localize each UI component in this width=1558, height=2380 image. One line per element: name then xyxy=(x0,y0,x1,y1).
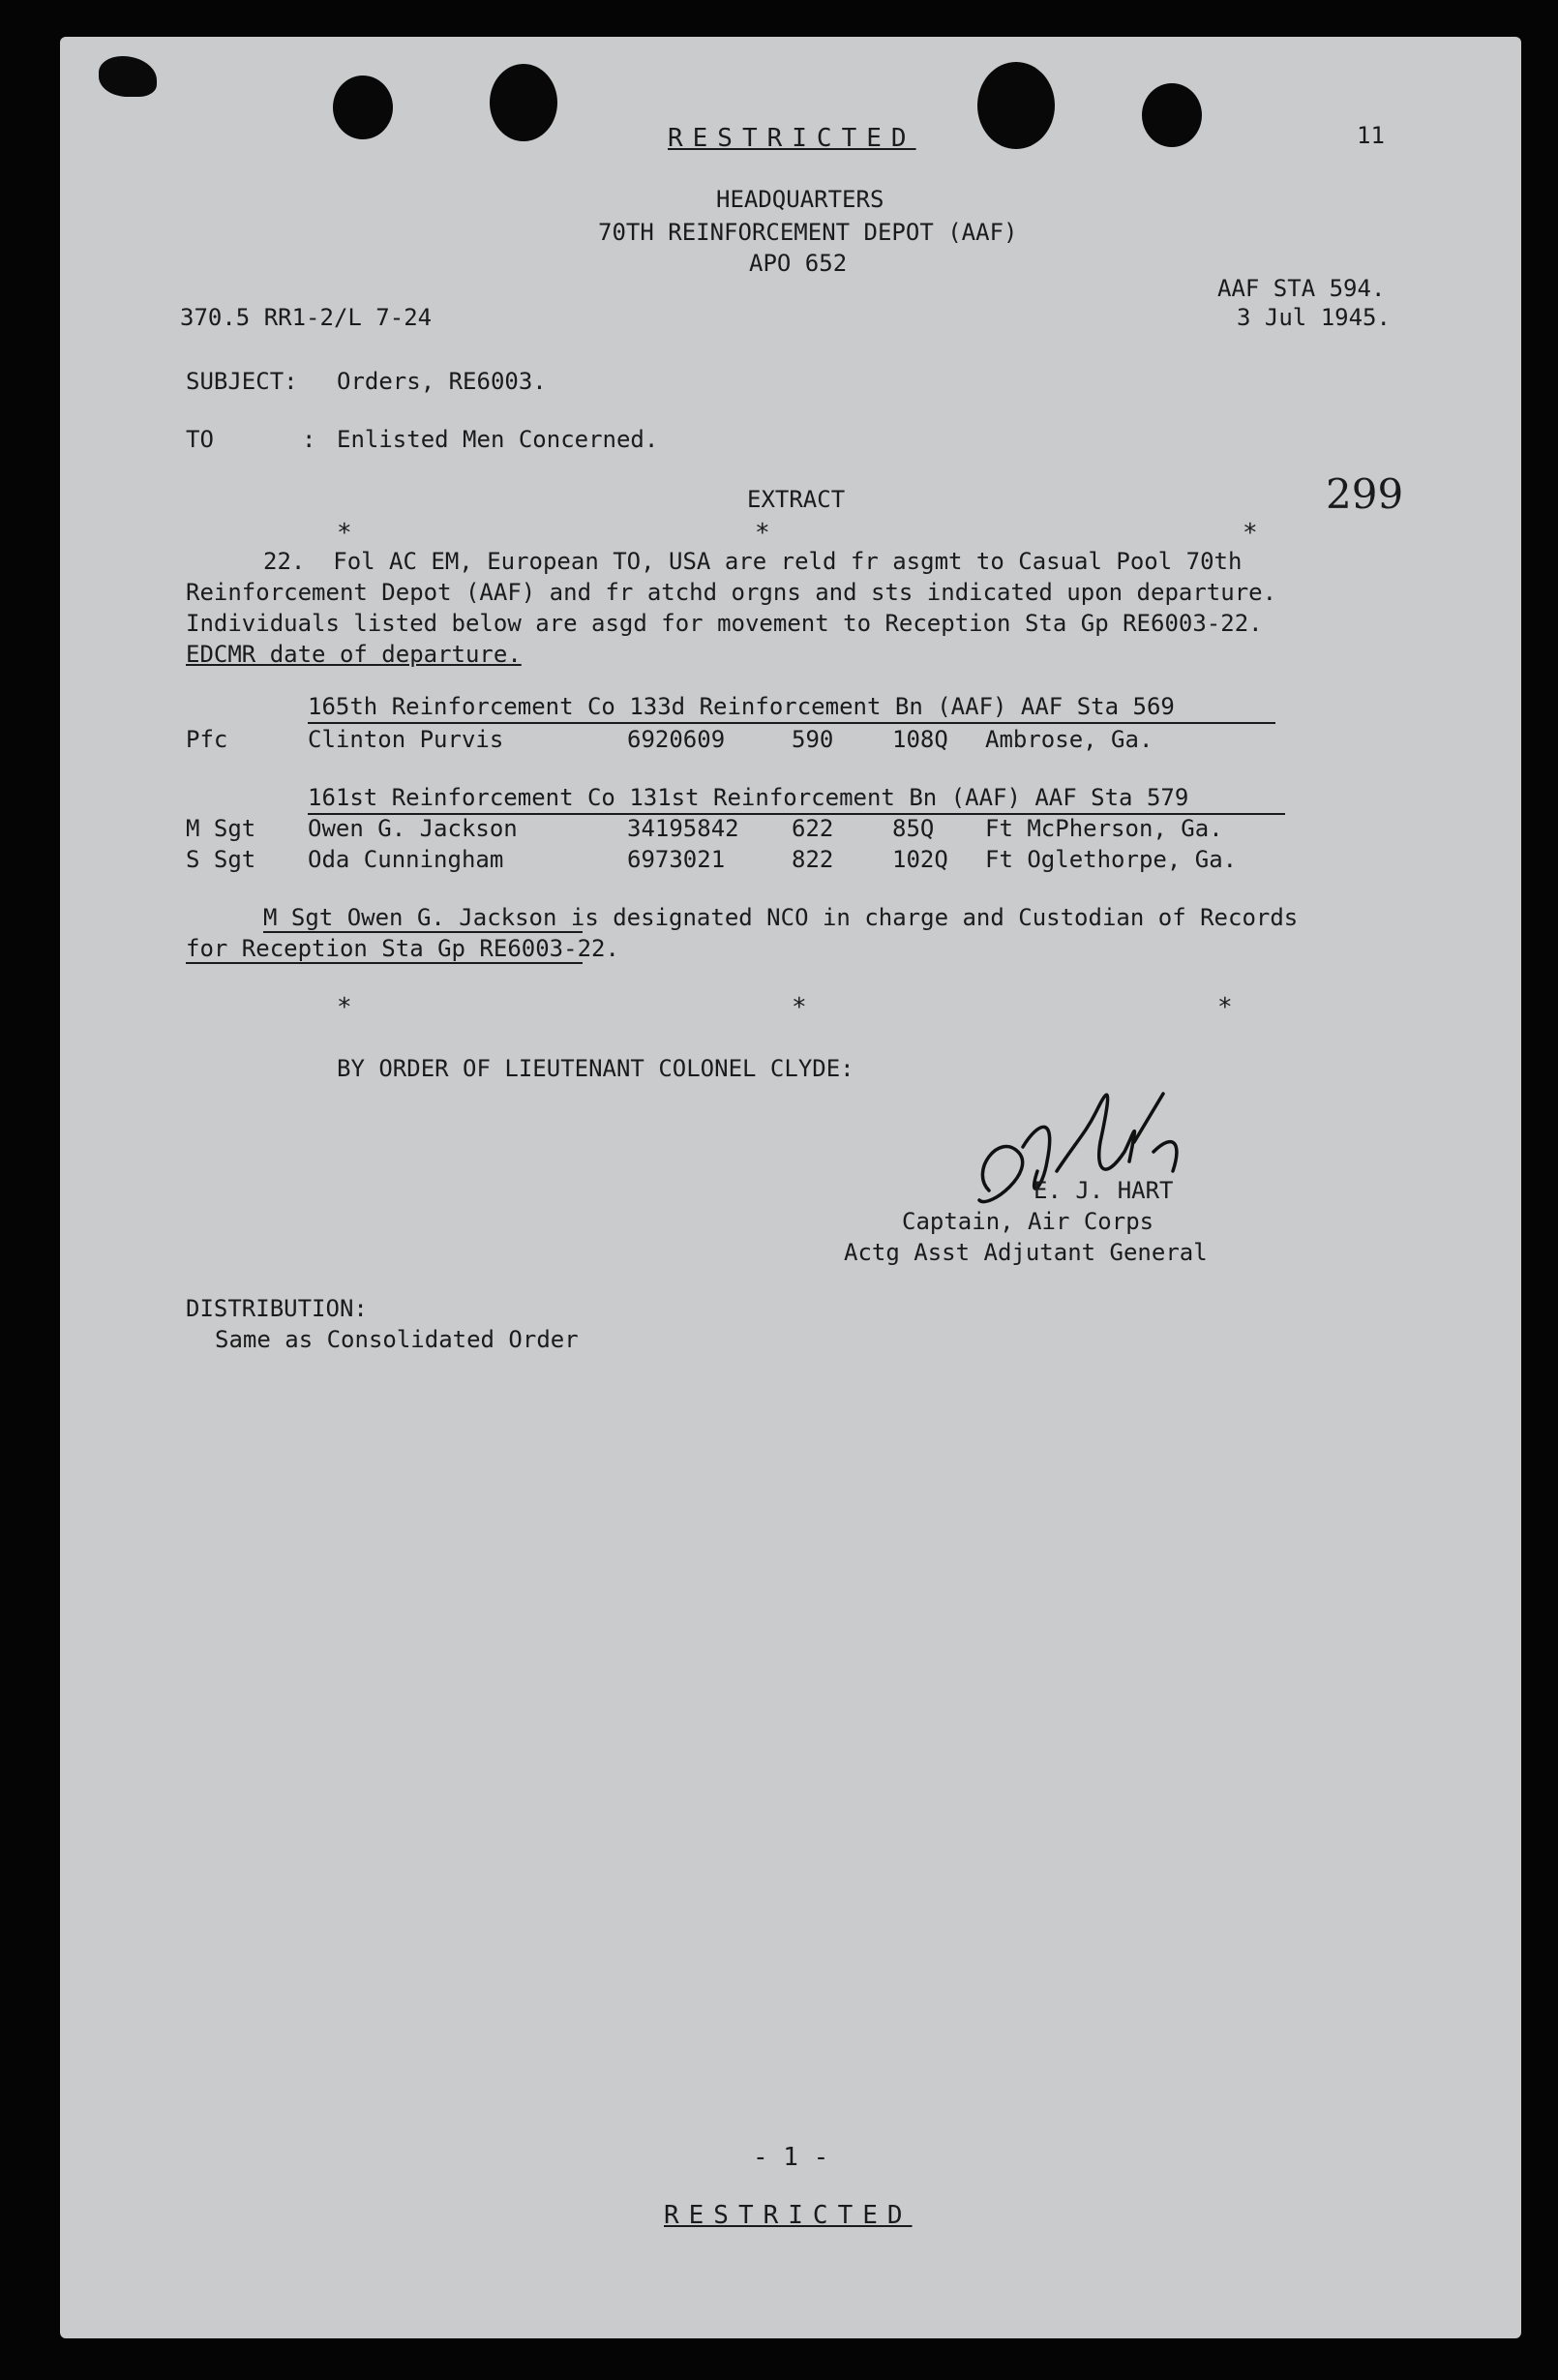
home-station: Ft Oglethorpe, Ga. xyxy=(985,846,1238,873)
to-colon: : xyxy=(302,426,316,453)
order-authority-line: BY ORDER OF LIEUTENANT COLONEL CLYDE: xyxy=(337,1055,854,1082)
home-station: Ambrose, Ga. xyxy=(985,726,1154,753)
nco-line-2: for Reception Sta Gp RE6003-22. xyxy=(186,935,619,962)
serial-number: 6973021 xyxy=(627,846,726,873)
group-heading: 165th Reinforcement Co 133d Reinforcement Bn (AAF) AAF Sta 569 xyxy=(308,693,1175,720)
distribution-label: DISTRIBUTION: xyxy=(186,1295,368,1322)
hq-line-1: HEADQUARTERS xyxy=(716,186,884,213)
separator-star: * xyxy=(792,993,807,1022)
separator-star: * xyxy=(755,519,770,548)
heading-underline xyxy=(308,722,1275,724)
name: Owen G. Jackson xyxy=(308,815,518,842)
rank: Pfc xyxy=(186,726,228,753)
distribution-value: Same as Consolidated Order xyxy=(215,1326,579,1353)
punch-hole-4 xyxy=(1142,83,1202,147)
separator-star: * xyxy=(337,993,352,1022)
paragraph-line-3: Individuals listed below are asgd for movement to Reception Sta Gp RE6003-22. xyxy=(186,610,1263,637)
restricted-top: RESTRICTED xyxy=(668,124,916,153)
punch-hole-3 xyxy=(977,62,1055,149)
rank: S Sgt xyxy=(186,846,256,873)
code: 822 xyxy=(792,846,834,873)
signer-title-2: Actg Asst Adjutant General xyxy=(844,1239,1208,1266)
name: Oda Cunningham xyxy=(308,846,504,873)
name: Clinton Purvis xyxy=(308,726,504,753)
nco-line-1: M Sgt Owen G. Jackson is designated NCO in charge and Custodian of Records xyxy=(263,904,1299,931)
group-heading: 161st Reinforcement Co 131st Reinforcement Bn (AAF) AAF Sta 579 xyxy=(308,784,1189,811)
code: 590 xyxy=(792,726,834,753)
code: 622 xyxy=(792,815,834,842)
separator-star: * xyxy=(337,519,352,548)
nco-underline xyxy=(263,931,583,933)
footer-page-number: - 1 - xyxy=(753,2143,829,2172)
separator-star: * xyxy=(1217,993,1233,1022)
extract-label: EXTRACT xyxy=(747,486,846,513)
separator-star: * xyxy=(1243,519,1258,548)
paragraph-line-1: 22. Fol AC EM, European TO, USA are reld fr asgmt to Casual Pool 70th xyxy=(263,548,1243,575)
subject-value: Orders, RE6003. xyxy=(337,368,547,395)
punch-hole-1 xyxy=(333,75,393,139)
punch-hole-2 xyxy=(490,64,557,141)
torn-corner-mark xyxy=(99,56,157,97)
file-reference: 370.5 RR1-2/L 7-24 xyxy=(180,304,433,331)
signer-title-1: Captain, Air Corps xyxy=(902,1208,1154,1235)
rank: M Sgt xyxy=(186,815,256,842)
subject-label: SUBJECT: xyxy=(186,368,298,395)
page-number: 11 xyxy=(1357,122,1385,149)
home-station: Ft McPherson, Ga. xyxy=(985,815,1223,842)
document-page xyxy=(60,37,1521,2338)
stamp-number: 299 xyxy=(1326,470,1404,518)
to-value: Enlisted Men Concerned. xyxy=(337,426,659,453)
station: AAF STA 594. xyxy=(1217,275,1386,302)
paragraph-line-2: Reinforcement Depot (AAF) and fr atchd orgns and sts indicated upon departure. xyxy=(186,579,1277,606)
hq-line-3: APO 652 xyxy=(749,250,848,277)
to-label: TO xyxy=(186,426,214,453)
points: 108Q xyxy=(892,726,948,753)
serial-number: 6920609 xyxy=(627,726,726,753)
signer-name: E. J. HART xyxy=(1034,1177,1174,1204)
serial-number: 34195842 xyxy=(627,815,739,842)
nco-underline xyxy=(186,962,583,964)
points: 102Q xyxy=(892,846,948,873)
restricted-bottom: RESTRICTED xyxy=(664,2201,913,2230)
points: 85Q xyxy=(892,815,935,842)
hq-line-2: 70TH REINFORCEMENT DEPOT (AAF) xyxy=(598,219,1018,246)
order-date: 3 Jul 1945. xyxy=(1237,304,1391,331)
paragraph-line-4: EDCMR date of departure. xyxy=(186,641,522,668)
